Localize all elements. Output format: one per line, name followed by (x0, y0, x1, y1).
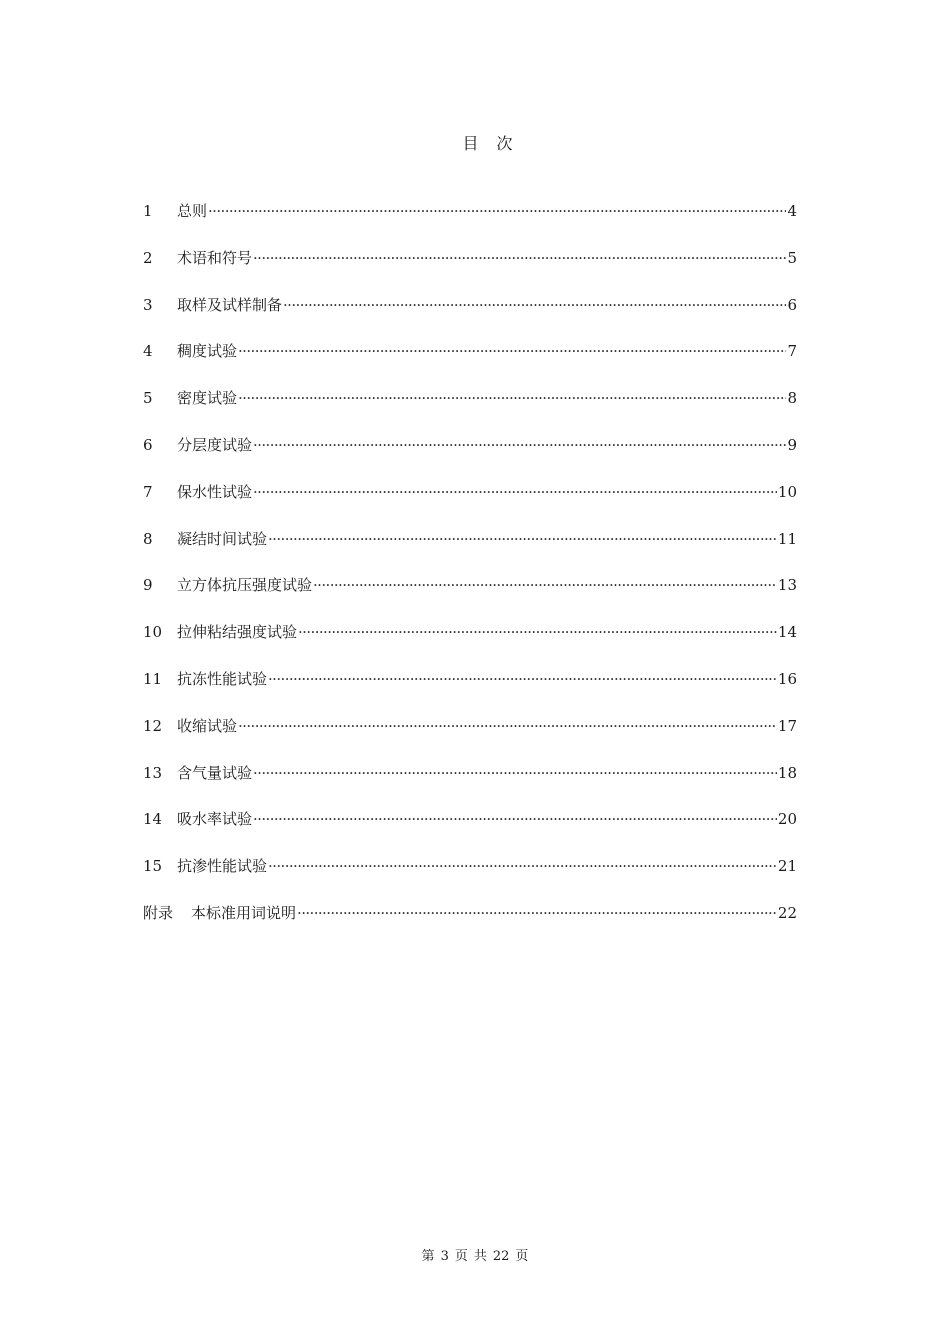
toc-entry-label: 拉伸粘结强度试验 (177, 623, 298, 642)
footer-word: 页 (515, 1249, 529, 1264)
toc-leader-dots (283, 292, 786, 318)
toc-leader-dots (208, 198, 786, 224)
toc-entry[interactable] (143, 760, 797, 807)
footer-total-pages: 22 (492, 1249, 510, 1264)
toc-entry-number: 12 (143, 716, 163, 735)
toc-entry-label: 立方体抗压强度试验 (177, 576, 313, 595)
toc-entry-number: 2 (143, 248, 153, 267)
toc-entry-label: 术语和符号 (177, 248, 253, 267)
toc-title-part1: 目 (462, 134, 479, 153)
toc-entry-number: 14 (143, 810, 163, 829)
toc-entry-label: 含气量试验 (177, 763, 253, 782)
toc-entry-number: 13 (143, 763, 163, 782)
toc-entry[interactable] (143, 198, 797, 245)
toc-leader-dots (268, 526, 777, 552)
toc-leader-dots (238, 713, 777, 739)
page-footer (0, 1245, 950, 1264)
toc-entry-page: 6 (787, 295, 797, 314)
toc-leader-dots (238, 338, 786, 364)
toc-leader-dots (268, 666, 777, 692)
toc-title-part2: 次 (496, 134, 513, 153)
toc-entry[interactable] (143, 292, 797, 339)
toc-entry-page: 17 (777, 716, 797, 735)
toc-leader-dots (298, 619, 777, 645)
toc-entry[interactable] (143, 479, 797, 526)
toc-leader-dots (253, 760, 777, 786)
toc-leader-dots (313, 572, 777, 598)
toc-entry-label: 本标准用词说明 (191, 903, 297, 922)
toc-entry-page: 11 (777, 529, 797, 548)
toc-entry-number: 3 (143, 295, 153, 314)
toc-entry-number: 10 (143, 623, 163, 642)
toc-entry-label: 抗渗性能试验 (177, 857, 268, 876)
toc-entry-number: 1 (143, 202, 153, 220)
toc-entry-label: 抗冻性能试验 (177, 669, 268, 688)
toc-entry-label: 密度试验 (177, 389, 238, 408)
toc-entry[interactable] (143, 853, 797, 900)
toc-leader-dots (297, 900, 777, 926)
toc-entry-appendix[interactable] (143, 900, 797, 940)
toc-leader-dots (253, 806, 777, 832)
toc-entry-page: 18 (777, 763, 797, 782)
toc-entry[interactable] (143, 666, 797, 713)
toc-entry-page: 9 (787, 435, 797, 454)
toc-entry-label: 取样及试样制备 (177, 295, 283, 314)
toc-entry-page: 14 (777, 623, 797, 642)
footer-word: 页 (454, 1249, 468, 1264)
footer-word: 第 (421, 1249, 435, 1264)
toc-entry-page: 22 (777, 903, 797, 922)
toc-entry-page: 21 (777, 857, 797, 876)
toc-leader-dots (253, 479, 777, 505)
footer-word: 共 (473, 1249, 487, 1264)
toc-entry-number: 8 (143, 529, 153, 548)
toc-list (143, 198, 797, 940)
toc-entry-page: 4 (787, 202, 797, 220)
toc-entry-page: 16 (777, 669, 797, 688)
toc-entry-label: 稠度试验 (177, 342, 238, 361)
toc-entry[interactable] (143, 572, 797, 619)
toc-title (0, 131, 950, 154)
toc-leader-dots (268, 853, 777, 879)
toc-entry[interactable] (143, 619, 797, 666)
toc-entry-label: 保水性试验 (177, 482, 253, 501)
toc-entry-number: 15 (143, 857, 163, 876)
toc-entry-number: 5 (143, 389, 153, 408)
toc-entry-label: 总则 (177, 202, 208, 220)
toc-leader-dots (253, 432, 786, 458)
toc-entry-label: 凝结时间试验 (177, 529, 268, 548)
toc-leader-dots (253, 245, 786, 271)
toc-entry[interactable] (143, 713, 797, 760)
toc-entry-page: 13 (777, 576, 797, 595)
toc-entry[interactable] (143, 526, 797, 573)
toc-entry-number: 9 (143, 576, 153, 595)
toc-entry-number: 4 (143, 342, 153, 361)
toc-entry[interactable] (143, 338, 797, 385)
toc-entry[interactable] (143, 806, 797, 853)
toc-entry-label: 吸水率试验 (177, 810, 253, 829)
toc-entry-label: 分层度试验 (177, 435, 253, 454)
toc-entry-page: 8 (787, 389, 797, 408)
toc-entry-page: 5 (787, 248, 797, 267)
toc-entry-page: 10 (777, 482, 797, 501)
toc-entry-number: 7 (143, 482, 153, 501)
toc-leader-dots (238, 385, 786, 411)
toc-entry[interactable] (143, 432, 797, 479)
toc-entry-number: 6 (143, 435, 153, 454)
toc-entry[interactable] (143, 245, 797, 292)
toc-entry-number: 11 (143, 669, 163, 688)
toc-appendix-prefix: 附录 (143, 903, 174, 922)
toc-entry-page: 20 (777, 810, 797, 829)
footer-current-page: 3 (440, 1249, 449, 1264)
toc-entry[interactable] (143, 385, 797, 432)
toc-entry-label: 收缩试验 (177, 716, 238, 735)
toc-entry-page: 7 (787, 342, 797, 361)
